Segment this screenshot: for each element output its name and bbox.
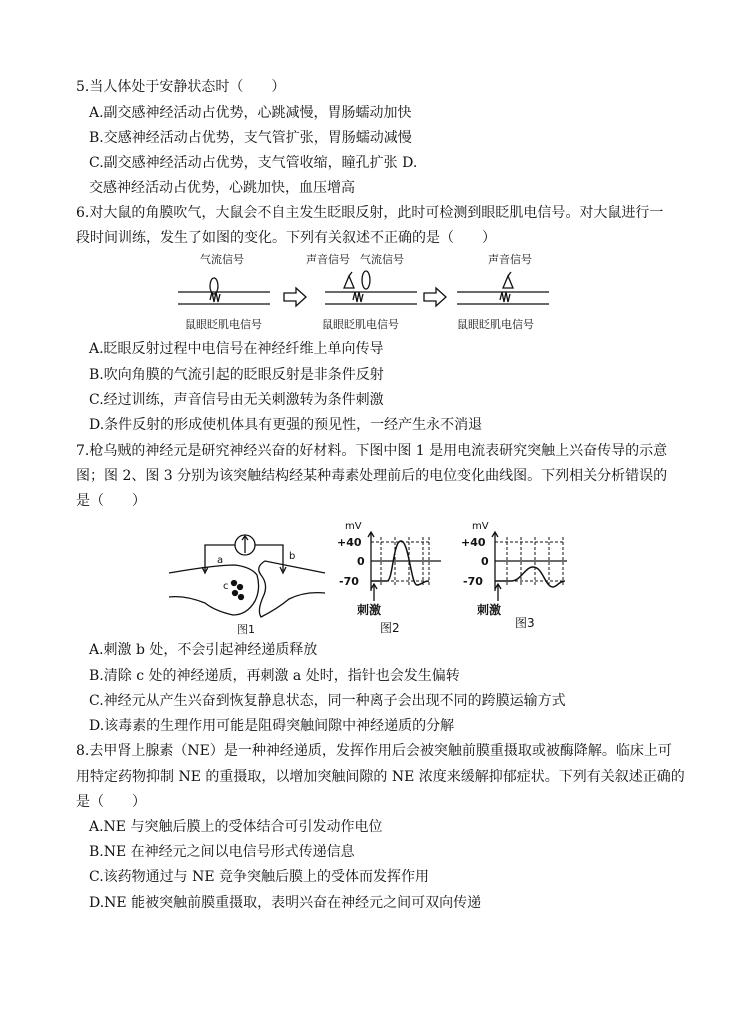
q7-fig1-label-a: a — [217, 555, 224, 566]
q7-fig1-label-b: b — [289, 551, 296, 562]
q6-stem-line-1: 6.对大鼠的角膜吹气，大鼠会不自主发生眨眼反射，此时可检测到眼眨肌电信号。对大鼠进行一 — [76, 205, 664, 221]
q7-option-a: A.刺激 b 处，不会引起神经递质释放 — [89, 642, 318, 658]
q6-option-b: B.吹向角膜的气流引起的眨眼反射是非条件反射 — [89, 367, 384, 383]
q6-arrow-1 — [284, 288, 306, 306]
q6-panel2-top-label-a: 声音信号 — [306, 253, 350, 266]
q6-panel3-bottom-label: 鼠眼眨肌电信号 — [457, 318, 534, 331]
q5-stem: 5.当人体处于安静状态时（ ） — [76, 79, 286, 95]
q8-option-a: A.NE 与突触后膜上的受体结合可引发动作电位 — [89, 819, 383, 835]
q7-fig1-caption: 图1 — [237, 623, 255, 636]
q6-option-d: D.条件反射的形成使机体具有更强的预见性，一经产生永不消退 — [89, 417, 483, 433]
q7-fig2-tick-top: +40 — [337, 536, 362, 549]
q7-fig3-caption: 图3 — [515, 616, 535, 630]
q6-panel1-top-label: 气流信号 — [200, 253, 244, 266]
q8-stem-line-3: 是（ ） — [76, 794, 146, 810]
q7-fig2-curve — [371, 541, 429, 585]
q7-fig3-stimulus: 刺激 — [477, 603, 502, 617]
q6-stem-line-2: 段时间训练，发生了如图的变化。下列有关叙述不正确的是（ ） — [76, 230, 496, 246]
q7-figure — [165, 515, 575, 637]
q7-fig2-caption: 图2 — [380, 621, 400, 635]
q7-fig3-tick-bottom: -70 — [463, 575, 483, 588]
q6-panel2-top-label-b: 气流信号 — [360, 253, 404, 266]
q7-fig2-tick-bottom: -70 — [339, 575, 359, 588]
q6-panel-3 — [457, 252, 549, 331]
q8-stem-line-1: 8.去甲肾上腺素（NE）是一种神经递质，发挥作用后会被突触前膜重摄取或被酶降解。临床上可 — [76, 743, 672, 759]
q8-option-d: D.NE 能被突触前膜重摄取，表明兴奋在神经元之间可双向传递 — [89, 895, 482, 911]
q7-fig3-curve — [495, 567, 565, 587]
q7-stem-line-3: 是（ ） — [76, 493, 146, 509]
q7-option-c: C.神经元从产生兴奋到恢复静息状态，同一种离子会出现不同的跨膜运输方式 — [89, 693, 566, 709]
q5-option-a: A.副交感神经活动占优势，心跳减慢，胃肠蠕动加快 — [89, 105, 412, 121]
q7-fig2-stimulus: 刺激 — [357, 603, 382, 617]
q5-option-c: C.副交感神经活动占优势，支气管收缩，瞳孔扩张 D. — [89, 155, 418, 171]
q7-stem-line-1: 7.枪乌贼的神经元是研究神经兴奋的好材料。下图中图 1 是用电流表研究突触上兴奋传导的示意 — [76, 443, 668, 459]
q6-panel-1 — [178, 252, 270, 331]
q6-option-c: C.经过训练，声音信号由无关刺激转为条件刺激 — [89, 392, 384, 408]
q7-option-b: B.清除 c 处的神经递质，再刺激 a 处时，指针也会发生偏转 — [89, 668, 460, 684]
q6-figure — [170, 250, 560, 335]
q8-stem-line-2: 用特定药物抑制 NE 的重摄取，以增加突触间隙的 NE 浓度来缓解抑郁症状。下列有关叙述正确的 — [76, 769, 685, 785]
q7-fig2-tick-zero: 0 — [357, 555, 365, 568]
q6-panel3-bell-icon — [503, 272, 513, 288]
q6-panel-2 — [306, 252, 417, 331]
q8-option-c: C.该药物通过与 NE 竞争突触后膜上的受体而发挥作用 — [89, 869, 430, 885]
q6-panel3-top-label: 声音信号 — [488, 253, 532, 266]
q6-arrow-2 — [424, 288, 446, 306]
q7-option-d: D.该毒素的生理作用可能是阻碍突触间隙中神经递质的分解 — [89, 718, 455, 734]
q7-fig3-tick-zero: 0 — [481, 555, 489, 568]
q6-panel2-bell-icon — [344, 272, 354, 288]
q7-fig3-graph — [461, 521, 567, 630]
q7-fig3-unit: mV — [472, 521, 489, 532]
q6-option-a: A.眨眼反射过程中电信号在神经纤维上单向传导 — [89, 341, 384, 357]
q8-option-b: B.NE 在神经元之间以电信号形式传递信息 — [89, 844, 355, 860]
q7-fig3-tick-top: +40 — [461, 536, 486, 549]
q6-panel2-bottom-label: 鼠眼眨肌电信号 — [322, 318, 399, 331]
q5-option-b: B.交感神经活动占优势，支气管扩张，胃肠蠕动减慢 — [89, 130, 412, 146]
q6-panel1-bottom-label: 鼠眼眨肌电信号 — [185, 318, 262, 331]
q5-option-d-text: 交感神经活动占优势，心跳加快，血压增高 — [89, 180, 355, 196]
q7-stem-line-2: 图；图 2、图 3 分别为该突触结构经某种毒素处理前后的电位变化曲线图。下列相关分析错误的 — [76, 468, 668, 484]
q7-fig1-label-c: c — [223, 581, 229, 592]
q7-fig1-synapse — [169, 535, 325, 636]
q7-fig2-unit: mV — [345, 521, 362, 532]
q7-fig2-graph — [337, 521, 441, 635]
